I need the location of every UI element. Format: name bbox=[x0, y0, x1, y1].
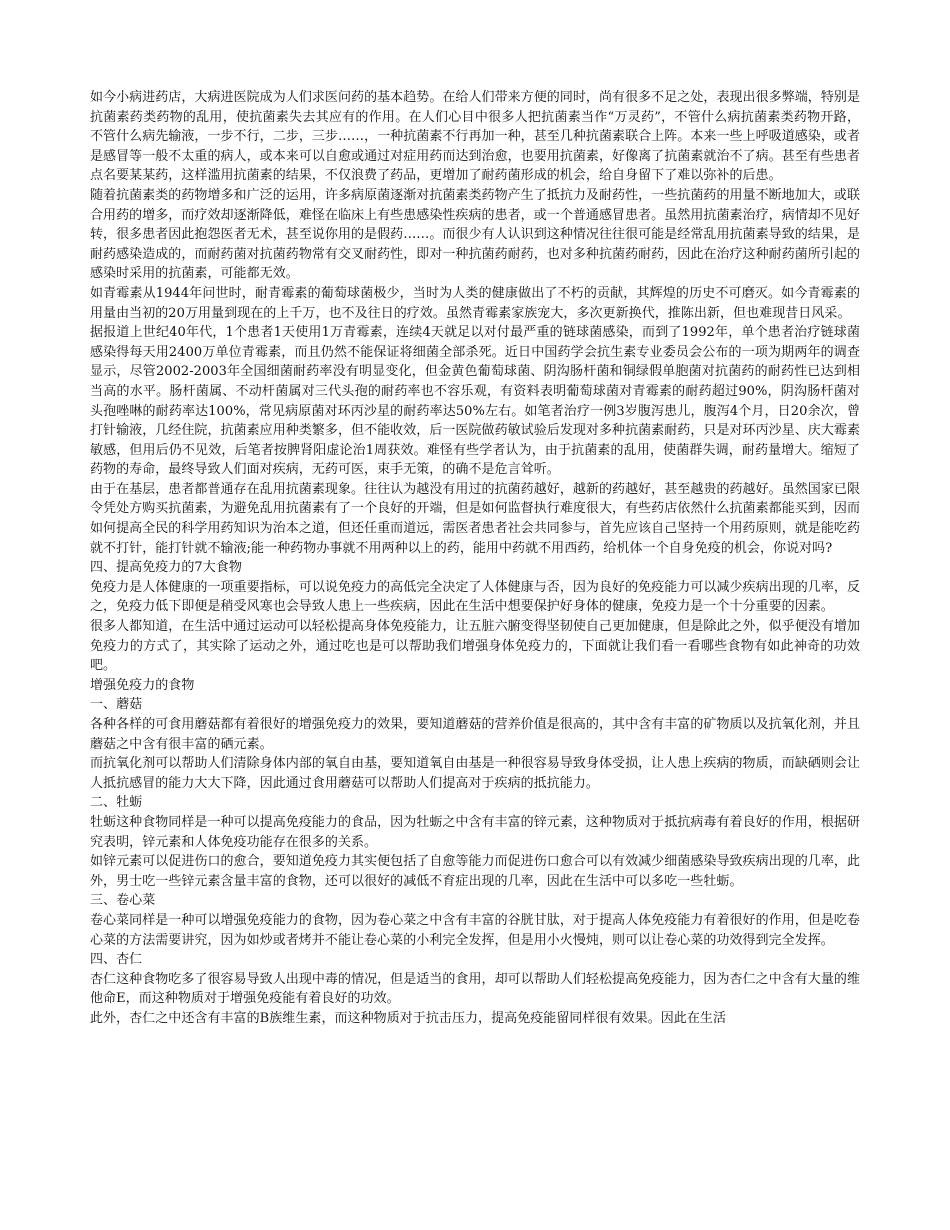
paragraph: 如今小病进药店，大病进医院成为人们求医问药的基本趋势。在给人们带来方便的同时，尚有很多不足之处，表现出很多弊端，特别是抗菌素药类药物的乱用，使抗菌素失去其应有的作用。在人们心目中很多人把抗菌素当作“万灵药”，不管什么病抗菌素类药物开路，不管什么病先输液，一步不行，二步，三步……，一种抗菌素不行再加一种，甚至几种抗菌素联合上阵。本来一些上呼吸道感染，或者是感冒等一般不太重的病人，或本来可以自愈或通过对症用药而达到治愈，也要用抗菌素，好像离了抗菌素就治不了病。甚至有些患者点名要某某药，这样滥用抗菌素的结果，不仅浪费了药品，更增加了耐药菌形成的机会，给自身留下了难以弥补的后患。 bbox=[90, 90, 860, 184]
paragraph: 如锌元素可以促进伤口的愈合，要知道免疫力其实便包括了自愈等能力而促进伤口愈合可以有效减少细菌感染导致疾病出现的几率，此外，男士吃一些锌元素含量丰富的食物，还可以很好的减低不育症出现的几率，因此在生活中可以多吃一些牡蛎。 bbox=[90, 854, 860, 889]
food-heading-almond: 四、杏仁 bbox=[90, 952, 143, 968]
food-heading-cabbage: 三、卷心菜 bbox=[90, 893, 156, 909]
subsection-heading: 增强免疫力的食物 bbox=[90, 677, 195, 693]
paragraph: 免疫力是人体健康的一项重要指标，可以说免疫力的高低完全决定了人体健康与否，因为良好的免疫能力可以减少疾病出现的几率，反之，免疫力低下即便是稍受风寒也会导致人患上一些疾病，因此在生活中想要保护好身体的健康，免疫力是一个十分重要的因素。 bbox=[90, 579, 860, 615]
paragraph: 杏仁这种食物吃多了很容易导致人出现中毒的情况，但是适当的食用，却可以帮助人们轻松提高免疫能力，因为杏仁之中含有大量的维他命E，而这种物质对于增强免疫能有着良好的功效。 bbox=[90, 971, 860, 1007]
paragraph: 此外，杏仁之中还含有丰富的B族维生素，而这种物质对于抗击压力，提高免疫能留同样很有效果。因此在生活 bbox=[90, 1010, 727, 1026]
paragraph: 各种各样的可食用蘑菇都有着很好的增强免疫力的效果，要知道蘑菇的营养价值是很高的，其中含有丰富的矿物质以及抗氧化剂，并且蘑菇之中含有很丰富的硒元素。 bbox=[90, 717, 860, 752]
paragraph: 据报道上世纪40年代，1个患者1天使用1万青霉素，连续4天就足以对付最严重的链球菌感染，而到了1992年，单个患者治疗链球菌感染得每天用2400万单位青霉素，而且仍然不能保证将细菌全部杀死。近日中国药学会抗生素专业委员会公布的一项为期两年的调查显示，尽管2002-2003年全国细菌耐药率没有明显变化，但金黄色葡萄球菌、阴沟肠杆菌和铜绿假单胞菌对抗菌药的耐药性已达到相当高的水平。肠杆菌属、不动杆菌属对三代头孢的耐药率也不容乐观，有资料表明葡萄球菌对青霉素的耐药超过90%，阴沟肠杆菌对头孢唑啉的耐药率达100%，常见病原菌对环丙沙星的耐药率达50%左右。如笔者治疗一例3岁腹泻患儿，腹泻4个月，日20余次，曾打针输液，几经住院，抗菌素应用种类繁多，但不能收效，后一医院做药敏试验后发现对多种抗菌素耐药，只是对环丙沙星、庆大霉素敏感，但用后仍不见效，后笔者按脾肾阳虚论治1周获效。难怪有些学者认为，由于抗菌素的乱用，使菌群失调，耐药量增大。缩短了药物的寿命，最终导致人们面对疾病，无药可医，束手无策，的确不是危言耸听。 bbox=[90, 325, 860, 478]
paragraph: 而抗氧化剂可以帮助人们清除身体内部的氧自由基，要知道氧自由基是一种很容易导致身体受损，让人患上疾病的物质，而缺硒则会让人抵抗感冒的能力大大下降，因此通过食用蘑菇可以帮助人们提高对于疾病的抵抗能力。 bbox=[90, 756, 860, 791]
paragraph: 由于在基层，患者都普通存在乱用抗菌素现象。往往认为越没有用过的抗菌药越好，越新的药越好，甚至越贵的药越好。虽然国家已限令凭处方购买抗菌素，为避免乱用抗菌素有了一个良好的开端，但是如何监督执行难度很大，有些药店依然什么抗菌素都能买到，因而如何提高全民的科学用药知识为治本之道，但还任重而道远，需医者患者社会共同参与，首先应该自己坚持一个用药原则，就是能吃药就不打针，能打针就不输液;能一种药物办事就不用两种以上的药，能用中药就不用西药，给机体一个自身免疫的机会，你说对吗? bbox=[90, 481, 860, 556]
paragraph: 如青霉素从1944年问世时，耐青霉素的葡萄球菌极少，当时为人类的健康做出了不朽的贡献，其辉煌的历史不可磨灭。如今青霉素的用量由当初的20万用量到现在的上千万，也不及往日的疗效。虽然青霉素家族宠大，多次更新换代，推陈出新，但也难现昔日风采。 bbox=[90, 285, 860, 321]
food-heading-oyster: 二、牡蛎 bbox=[90, 795, 143, 811]
paragraph: 很多人都知道，在生活中通过运动可以轻松提高身体免疫能力，让五脏六腑变得坚韧使自己更加健康，但是除此之外，似乎便没有增加免疫力的方式了，其实除了运动之外，通过吃也是可以帮助我们增强身体免疫力的，下面就让我们看一看哪些食物有如此神奇的功效吧。 bbox=[90, 619, 860, 674]
section-heading: 四、提高免疫力的7大食物 bbox=[90, 560, 242, 576]
article-body bbox=[90, 88, 860, 1029]
food-heading-mushroom: 一、蘑菇 bbox=[90, 697, 143, 713]
paragraph: 卷心菜同样是一种可以增强免疫能力的食物，因为卷心菜之中含有丰富的谷胱甘肽，对于提高人体免疫能力有着很好的作用，但是吃卷心菜的方法需要讲究，因为如炒或者烤并不能让卷心菜的小利完全发挥，但是用小火慢炖，则可以让卷心菜的功效得到完全发挥。 bbox=[90, 912, 860, 948]
paragraph: 牡蛎这种食物同样是一种可以提高免疫能力的食品，因为牡蛎之中含有丰富的锌元素，这种物质对于抵抗病毒有着良好的作用，根据研究表明，锌元素和人体免疫功能存在很多的关系。 bbox=[90, 814, 860, 850]
paragraph: 随着抗菌素类的药物增多和广泛的运用，许多病原菌逐渐对抗菌素类药物产生了抵抗力及耐药性，一些抗菌药的用量不断地加大，或联合用药的增多，而疗效却逐渐降低，难怪在临床上有些患感染性疾病的患者，或一个普通感冒患者。虽然用抗菌素治疗，病情却不见好转，很多患者因此抱怨医者无术，甚至说你用的是假药……。而很少有人认识到这种情况往往很可能是经常乱用抗菌素导致的结果，是耐药感染造成的，而耐药菌对抗菌药物常有交叉耐药性，即对一种抗菌药耐药，也对多种抗菌药耐药，因此在治疗这种耐药菌所引起的感染时采用的抗菌素，可能都无效。 bbox=[90, 187, 860, 282]
